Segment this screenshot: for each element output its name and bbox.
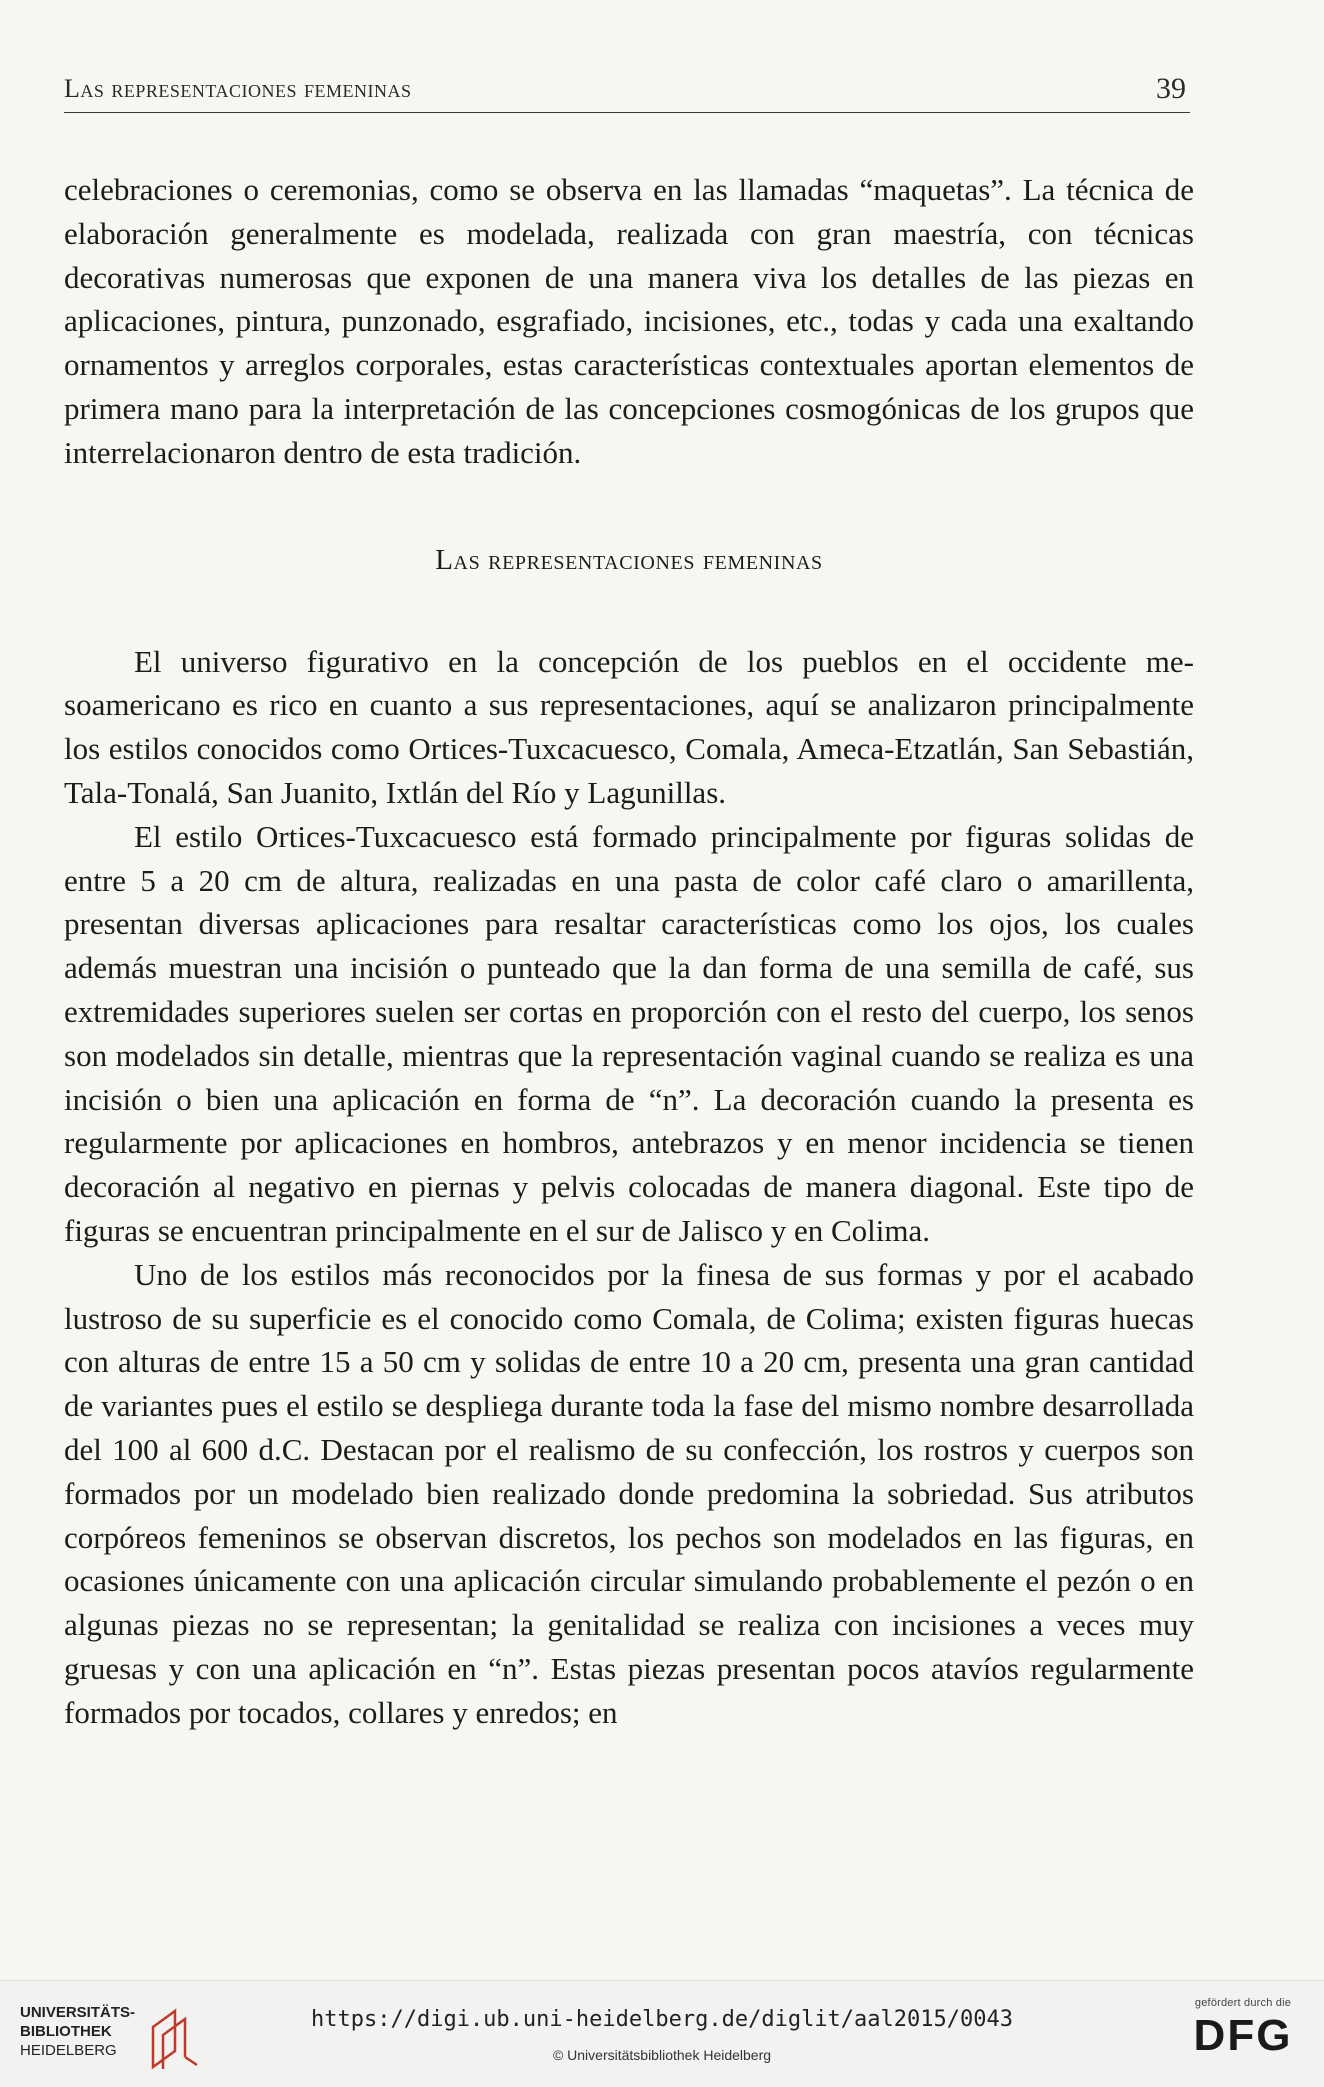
library-name-line: UNIVERSITÄTS-	[20, 2004, 136, 2021]
page-number: 39	[1156, 72, 1186, 105]
funding-caption: gefördert durch die	[1194, 1997, 1292, 2009]
library-name-line: HEIDELBERG	[20, 2042, 117, 2059]
library-name-line: BIBLIOTHEK	[20, 2023, 112, 2040]
section-heading: Las representaciones femeninas	[435, 543, 823, 576]
copyright-notice: © Universitätsbibliothek Heidelberg	[552, 2047, 772, 2063]
source-url-link[interactable]: https://digi.ub.uni-heidelberg.de/diglit/aal2015/0043	[311, 2007, 1013, 2032]
running-title: Las representaciones femeninas	[64, 74, 412, 103]
paragraph: Uno de los estilos más reconocidos por la finesa de sus formas y por el acabado lustroso de su superficie es el conocido como Comala, de Colima; existen figuras huecas con alturas de entre 15 a 50 cm y solidas de entre 10 a 20 cm, presenta una gran cantidad de variantes pues el estilo se despliega durante toda la fase del mismo nombre desarrollada del 100 al 600 d.C. Destacan por el realismo de su confección, los rostros y cuerpos son formados por un modelado bien realizado donde predomina la sobriedad. Sus atributos corpóreos femeninos se observan discretos, los pechos son modelados en las figuras, en ocasiones únicamente con una aplicación circular simulando probablemente el pezón o en algunas piezas no se representan; la genitalidad se realiza con incisiones a veces muy gruesas y con una aplicación en “n”. Estas piezas presentan pocos atavíos regularmente formados por tocados, collares y enredos; en	[64, 1256, 1194, 1730]
digitization-footer	[0, 1980, 1324, 2087]
dfg-logo-text: DFG	[1193, 2011, 1293, 2060]
running-header	[64, 68, 1190, 113]
body-text	[64, 168, 1194, 1735]
paragraph: celebraciones o ceremonias, como se observa en las llamadas “maquetas”. La técnica de elaboración generalmente es modelada, realizada con gran maestría, con técnicas decorativas numerosas que exponen de una manera viva los detalles de las piezas en aplicaciones, pintura, punzonado, esgrafiado, incisiones, etc., todas y cada una exaltando ornamentos y arreglos corporales, estas características contextuales aportan elementos de primera mano para la interpretación de las concepciones cosmogónicas de los grupos que interrelacionaron dentro de esta tradición.	[64, 172, 1194, 470]
paragraph: El universo figurativo en la concepción de los pueblos en el occidente mesoamericano es rico en cuanto a sus representaciones, aquí se analizaron principalmente los estilos conocidos como Ortices-Tuxcacuesco, Comala, Ameca-Etzatlán, San Sebastián, Tala-Tonalá, San Juanito, Ixtlán del Río y Lagunillas.	[64, 643, 1194, 810]
paragraph: El estilo Ortices-Tuxcacuesco está formado principalmente por figuras solidas de entre 5 a 20 cm de altura, realizadas en una pasta de color café claro o amarillenta, presentan diversas aplicaciones para resaltar características como los ojos, los cuales además muestran una incisión o punteado que la dan forma de una semilla de café, sus extremidades superiores suelen ser cortas en proporción con el resto del cuerpo, los senos son modelados sin detalle, mientras que la representación vaginal cuando se realiza es una incisión o bien una aplicación en forma de “n”. La decoración cuando la presenta es regularmente por aplicaciones en hombros, antebrazos y en menor incidencia se tienen decoración al negativo en piernas y pelvis colocadas de manera diagonal. Este tipo de figuras se encuentran principalmente en el sur de Jalisco y en Colima.	[64, 818, 1194, 1248]
funding-logo[interactable]	[1178, 1997, 1308, 2077]
